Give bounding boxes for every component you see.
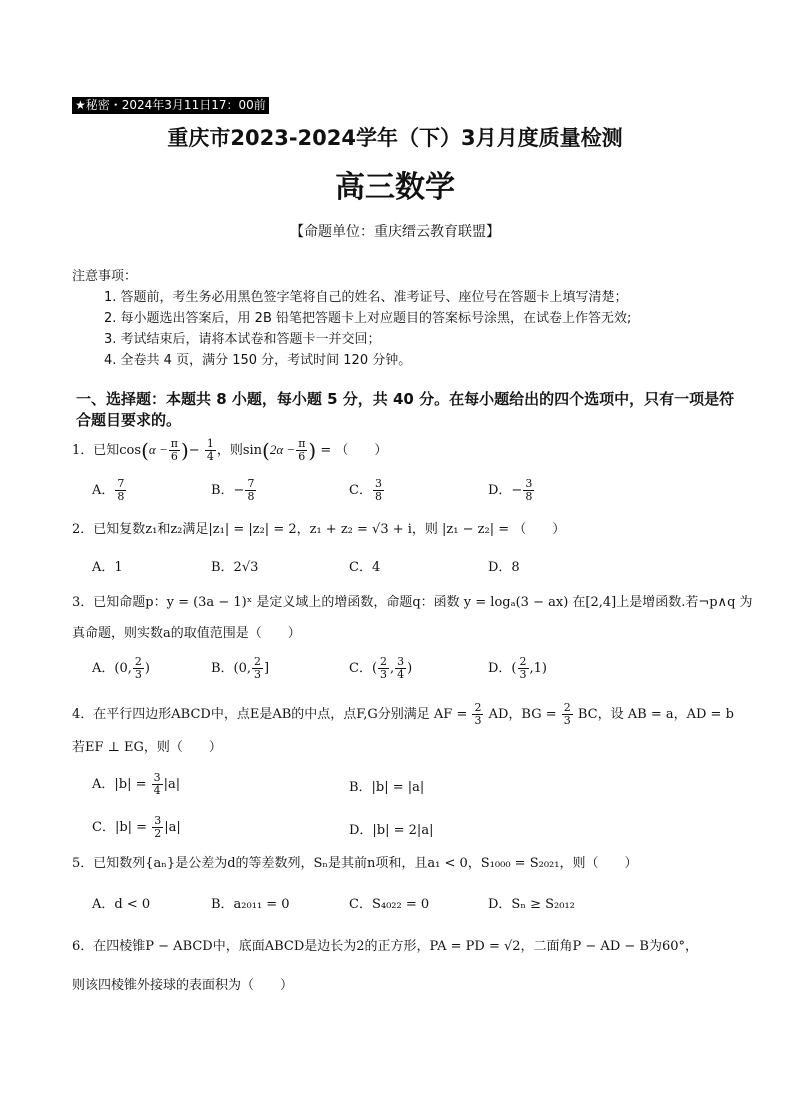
- question-6-line-2: 则该四棱锥外接球的表面积为（ ）: [72, 978, 294, 993]
- question-2: 2．已知复数z₁和z₂满足|z₁| = |z₂| = 2，z₁ + z₂ = √3 + i，则 |z₁ − z₂| = （ ）: [72, 522, 566, 537]
- note-item: 1. 答题前，考生务必用黑色签字笔将自己的姓名、准考证号、座位号在答题卡上填写清楚；: [104, 290, 628, 305]
- note-item: 4. 全卷共 4 页，满分 150 分，考试时间 120 分钟。: [104, 353, 412, 368]
- option-a: A． $\frac{7}{8}$: [92, 477, 125, 503]
- option-b: B．|b| = |a|: [349, 780, 425, 795]
- question-1: 1．已知cos(α − $\frac{\pi}{6}$ )− $\frac{1}{4}$ ，则sin(2α − $\frac{\pi}{6}$ ) = （ ）: [72, 437, 388, 463]
- note-item: 2. 每小题选出答案后，用 2B 铅笔把答题卡上对应题目的答案标号涂黑，在试卷上作答无效;: [104, 311, 632, 326]
- notes-heading: 注意事项：: [72, 269, 138, 284]
- option-c: C．4: [349, 560, 381, 575]
- fraction: $\frac{\pi}{6}$: [170, 437, 178, 463]
- option-b: B．− $\frac{7}{8}$: [211, 477, 255, 503]
- option-a: A．d < 0: [92, 897, 151, 912]
- option-c: C．|b| = $\frac{3}{2}$ |a|: [92, 814, 181, 840]
- option-c: C． $\frac{3}{8}$: [349, 477, 382, 503]
- question-3-line-1: 3．已知命题p：y = (3a − 1)ˣ 是定义域上的增函数，命题q：函数 y = logₐ(3 − ax) 在[2,4]上是增函数.若¬p∧q 为: [72, 595, 753, 610]
- fraction: $\frac{1}{4}$: [206, 437, 214, 463]
- question-6-line-1: 6．在四棱锥P − ABCD中，底面ABCD是边长为2的正方形，PA = PD = √2，二面角P − AD − B为60°，: [72, 939, 698, 954]
- option-a: A．|b| = $\frac{3}{4}$ |a|: [92, 771, 181, 797]
- option-b: B．2√3: [211, 560, 259, 575]
- option-b: B．a₂₀₁₁ = 0: [211, 897, 290, 912]
- question-4-line-2: 若EF ⊥ EG，则（ ）: [72, 740, 222, 755]
- option-a: A．1: [92, 560, 123, 575]
- option-d: D．Sₙ ≥ S₂₀₁₂: [488, 897, 575, 912]
- exam-title: 重庆市2023-2024学年（下）3月月度质量检测: [167, 126, 623, 150]
- author-unit: 【命题单位：重庆缙云教育联盟】: [290, 224, 500, 240]
- subject-title: 高三数学: [335, 170, 455, 205]
- secret-label: ★秘密・2024年3月11日17：00前: [72, 97, 269, 114]
- option-c: C．S₄₀₂₂ = 0: [349, 897, 430, 912]
- option-d: D．( $\frac{2}{3}$ ,1): [488, 655, 547, 681]
- note-item: 3. 考试结束后，请将本试卷和答题卡一并交回；: [104, 332, 381, 347]
- section-heading: 一、选择题：本题共 8 小题，每小题 5 分，共 40 分。在每小题给出的四个选项中，只有一项是符合题目要求的。: [76, 390, 735, 429]
- option-c: C．( $\frac{2}{3}$ , $\frac{3}{4}$ ): [349, 655, 413, 681]
- question-4-line-1: 4．在平行四边形ABCD中，点E是AB的中点，点F,G分别满足 AF = $\frac{2}{3}$ AD，BG = $\frac{2}{3}$ BC，设 AB = a，AD = b: [72, 701, 734, 727]
- question-3-line-2: 真命题，则实数a的取值范围是（ ）: [72, 626, 301, 641]
- question-5: 5．已知数列{aₙ}是公差为d的等差数列，Sₙ是其前n项和，且a₁ < 0，S₁₀₀₀ = S₂₀₂₁，则（ ）: [72, 856, 638, 871]
- option-a: A．(0, $\frac{2}{3}$ ): [92, 655, 150, 681]
- option-d: D．|b| = 2|a|: [349, 823, 434, 838]
- option-d: D．− $\frac{3}{8}$: [488, 477, 533, 503]
- option-b: B．(0, $\frac{2}{3}$ ]: [211, 655, 270, 681]
- option-d: D．8: [488, 560, 520, 575]
- fraction: $\frac{\pi}{6}$: [298, 437, 306, 463]
